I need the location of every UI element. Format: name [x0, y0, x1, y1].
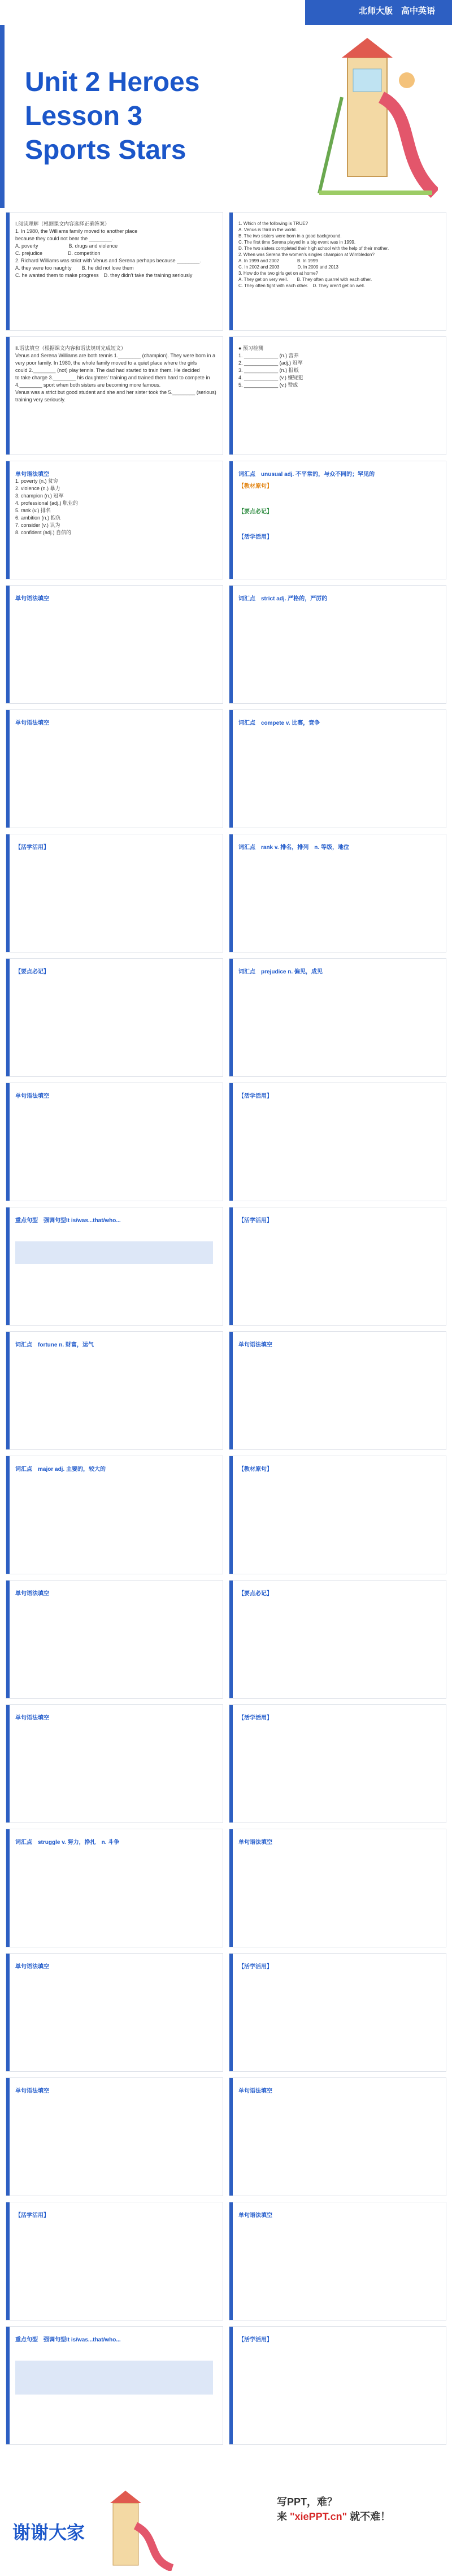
slide-phrase-struggle	[6, 1829, 223, 1947]
slide-tag	[229, 959, 233, 1076]
top-bar	[0, 0, 452, 25]
slide-tag	[6, 2078, 10, 2196]
text-line: to take charge 3.________ his daughters' training and trained them hard to compete in	[15, 375, 210, 380]
slide-tag	[6, 1083, 10, 1201]
slide-tag	[229, 1456, 233, 1574]
phrase-heading: 词汇点 fortune n. 财富，运气	[15, 1342, 94, 1348]
text-line: 5. rank (v.) 排名	[15, 508, 51, 513]
slide-tag	[229, 1705, 233, 1822]
brand-prefix: 写PPT，难？	[277, 2496, 338, 2508]
slide-tag	[6, 2327, 10, 2444]
slide-tag	[6, 586, 10, 703]
slide-tag	[6, 1332, 10, 1449]
slide-exercise	[6, 834, 223, 953]
slide-exercise-6	[6, 1580, 223, 1699]
text-line: Venus was a strict but good student and she and her sister took the 5.________ (serious) training very seriously.	[15, 389, 216, 402]
slide-tag	[6, 959, 10, 1076]
slide-vocab-preview	[229, 336, 446, 455]
section-heading: 单句语法填空	[15, 2088, 49, 2094]
slide-tag	[229, 1207, 233, 1325]
text-line: C. In 2002 and 2003 D. In 2009 and 2013	[238, 265, 339, 270]
slide-tag	[6, 834, 10, 952]
section-heading: 单句语法填空	[238, 1342, 272, 1348]
slide-exercise	[6, 1083, 223, 1201]
slide-tag	[229, 1581, 233, 1698]
text-line: 4.________ sport when both sisters are becoming more famous.	[15, 382, 161, 388]
slide-tag	[229, 1954, 233, 2071]
slide-phrase-rank	[229, 834, 446, 953]
slide-tag	[6, 1581, 10, 1698]
text-line: 1. In 1980, the Williams family moved to another place	[15, 228, 138, 234]
phrase-heading: 词汇点 struggle v. 努力，挣扎 n. 斗争	[15, 1839, 120, 1846]
text-line: 6. ambition (n.) 抱负	[15, 515, 61, 521]
text-line: A. they were too naughty B. he did not love them	[15, 265, 134, 271]
playground-slide-illustration	[90, 2486, 175, 2571]
slide-tag	[6, 710, 10, 828]
slide-reading-2	[229, 212, 446, 331]
text-line: A. They get on very well. B. They often quarrel with each other.	[238, 277, 372, 282]
text-line: A. Venus is third in the world.	[238, 227, 297, 232]
slide-exercise-11	[6, 1953, 223, 2072]
text-line: 1. ____________ (n.) 营养	[238, 353, 299, 358]
slide-phrase-unusual	[229, 461, 446, 579]
slide-tag	[229, 1332, 233, 1449]
slide-word-list	[6, 461, 223, 579]
slide-exercise-8	[6, 1704, 223, 1823]
slide-tag	[229, 2202, 233, 2320]
section-heading: 【教材原句】	[238, 1466, 272, 1473]
text-line: B. The two sisters were born in a good background.	[238, 233, 342, 239]
slide-tag	[229, 586, 233, 703]
section-heading: 【要点必记】	[238, 1591, 272, 1597]
section-heading: 【要点必记】	[238, 509, 272, 515]
text-line: 5. ____________ (v.) 赞成	[238, 382, 298, 388]
slide-exercise-13	[6, 2077, 223, 2196]
text-line: 1. poverty (n.) 贫穷	[15, 478, 59, 484]
slide-tag	[6, 461, 10, 579]
text-line: ● 预习检测	[238, 345, 263, 351]
section-heading: 【活学活用】	[238, 1964, 272, 1970]
slide-tag	[229, 1083, 233, 1201]
brand-banner	[277, 2494, 390, 2523]
section-heading: 【活学活用】	[238, 1093, 272, 1099]
brand-mid: 来	[277, 2511, 287, 2522]
slide-tag	[6, 337, 10, 454]
slide-tag	[6, 1954, 10, 2071]
text-line: C. he wanted them to make progress D. they didn't take the training seriously	[15, 272, 193, 278]
slide-exercise-4	[229, 1331, 446, 1450]
slide-exercise-2	[229, 1083, 446, 1201]
table-box	[15, 2361, 213, 2395]
slide-tag	[6, 2202, 10, 2320]
text-line: 2. When was Serena the women's singles champion at Wimbledon?	[238, 252, 375, 257]
slide-phrase-prejudice	[229, 958, 446, 1077]
slide-exercise	[6, 958, 223, 1077]
text-line: 4. ____________ (v.) 嫌疑犯	[238, 375, 303, 380]
text-line: Ⅰ.阅读理解（根据课文内容选择正确答案）	[15, 221, 110, 227]
text-line: 3. ____________ (n.) 报纸	[238, 367, 299, 373]
section-heading: 单句语法填空	[15, 1591, 49, 1597]
text-line: 4. professional (adj.) 职业的	[15, 500, 79, 506]
section-heading: 【活学活用】	[238, 1715, 272, 1721]
text-line: 3. champion (n.) 冠军	[15, 493, 64, 499]
brand-site: "xiePPT.cn"	[290, 2511, 347, 2522]
text-line: C. prejudice D. competition	[15, 250, 101, 256]
section-heading: 单句语法填空	[15, 1715, 49, 1721]
section-heading: 【活学活用】	[238, 2337, 272, 2343]
section-heading: 【要点必记】	[15, 969, 49, 975]
slide-exercise-14	[229, 2077, 446, 2196]
section-heading: 单句语法填空	[238, 2088, 272, 2094]
slide-exercise-16	[229, 2202, 446, 2320]
slide-tag	[229, 1829, 233, 1947]
slide-tag	[6, 1705, 10, 1822]
slide-phrase-fortune	[6, 1331, 223, 1450]
slide-tag	[229, 213, 233, 330]
title-unit: Unit 2 Heroes	[25, 67, 200, 97]
slide-exercise	[6, 585, 223, 704]
slide-tag	[6, 1829, 10, 1947]
title-lesson: Lesson 3	[25, 101, 143, 131]
slide-exercise-9	[229, 1704, 446, 1823]
text-line: Venus and Serena Williams are both tennis 1.________ (champion). They were born in a very poor family. In 1980, the whole family moved to a quiet place where the girls	[15, 353, 216, 366]
text-line: 2. violence (n.) 暴力	[15, 486, 60, 491]
slide-exercise-12	[229, 1953, 446, 2072]
slide-exercise-17	[229, 2326, 446, 2445]
phrase-heading: 词汇点 unusual adj. 不平常的，与众不同的；罕见的	[238, 471, 375, 478]
slide-exercise-15	[6, 2202, 223, 2320]
text-line: C. They often fight with each other. D. They aren't get on well.	[238, 283, 366, 288]
text-line: D. The two sisters completed their high school with the help of their mother.	[238, 246, 389, 251]
section-heading: 单句语法填空	[15, 471, 49, 478]
slide-exercise	[6, 709, 223, 828]
table-box	[15, 1241, 213, 1264]
slide-tag	[229, 710, 233, 828]
phrase-heading: 重点句型 强调句型It is/was...that/who...	[15, 1218, 121, 1224]
section-heading: 单句语法填空	[15, 1093, 49, 1099]
phrase-heading: 词汇点 rank v. 排名，排列 n. 等级，地位	[238, 845, 349, 851]
slide-reading-1	[6, 212, 223, 331]
slide-tag	[229, 461, 233, 579]
text-line: Ⅱ.语法填空（根据课文内容和语法规则完成短文）	[15, 345, 126, 351]
phrase-heading: 词汇点 compete v. 比赛，竞争	[238, 720, 320, 726]
slide-tag	[229, 337, 233, 454]
slide-phrase-major	[6, 1456, 223, 1574]
section-heading: 【活学活用】	[238, 534, 272, 540]
text-line: C. The first time Serena played in a big event was in 1999.	[238, 240, 356, 245]
section-heading: 【活学活用】	[15, 845, 49, 851]
title-topic: Sports Stars	[25, 135, 186, 165]
edition-badge: 北师大版 高中英语	[358, 6, 435, 16]
text-line: 2. ____________ (adj.) 冠军	[238, 360, 303, 366]
section-heading: 单句语法填空	[15, 720, 49, 726]
text-line: A. In 1999 and 2002 B. In 1999	[238, 258, 318, 263]
phrase-heading: 词汇点 major adj. 主要的，较大的	[15, 1466, 106, 1473]
slide-sentence-2	[6, 2326, 223, 2445]
section-heading: 单句语法填空	[238, 1839, 272, 1846]
text-line: 8. confident (adj.) 自信的	[15, 530, 72, 535]
slide-tag	[229, 834, 233, 952]
phrase-heading: 重点句型 强调句型It is/was...that/who...	[15, 2337, 121, 2343]
slide-tag	[6, 1456, 10, 1574]
slide-tag	[229, 2327, 233, 2444]
text-line: 7. consider (v.) 认为	[15, 522, 60, 528]
title-slide	[0, 0, 452, 208]
section-heading: 单句语法填空	[15, 1964, 49, 1970]
phrase-heading: 词汇点 strict adj. 严格的，严厉的	[238, 596, 328, 602]
text-line: because they could not bear the ________.	[15, 236, 114, 241]
slide-exercise-3	[229, 1207, 446, 1326]
text-line: could 2.________ (not) play tennis. The dad had started to train them. He decided	[15, 367, 200, 373]
section-heading: 单句语法填空	[238, 2213, 272, 2219]
text-line: 1. Which of the following is TRUE?	[238, 221, 308, 226]
slide-phrase-compete	[229, 709, 446, 828]
playground-slide-illustration	[308, 29, 438, 199]
slide-sentence	[6, 1207, 223, 1326]
thanks-text: 谢谢大家	[12, 2522, 85, 2543]
brand-suffix: 就不难！	[350, 2511, 391, 2522]
text-line: A. poverty B. drugs and violence	[15, 243, 118, 249]
section-heading: 【教材原句】	[238, 483, 272, 490]
slide-grammar-fill	[6, 336, 223, 455]
slide-phrase-strict	[229, 585, 446, 704]
slide-tag	[6, 1207, 10, 1325]
section-heading: 【活学活用】	[238, 1218, 272, 1224]
phrase-heading: 词汇点 prejudice n. 偏见，成见	[238, 969, 323, 975]
text-line: 3. How do the two girls get on at home?	[238, 271, 318, 276]
text-line: 2. Richard Williams was strict with Venus and Serena perhaps because ________.	[15, 258, 201, 263]
section-heading: 单句语法填空	[15, 596, 49, 602]
section-heading: 【活学活用】	[15, 2213, 49, 2219]
slide-tag	[229, 2078, 233, 2196]
slide-exercise-10	[229, 1829, 446, 1947]
slide-exercise-7	[229, 1580, 446, 1699]
title-edge-bar	[0, 0, 5, 208]
slide-exercise-5	[229, 1456, 446, 1574]
slide-tag	[6, 213, 10, 330]
